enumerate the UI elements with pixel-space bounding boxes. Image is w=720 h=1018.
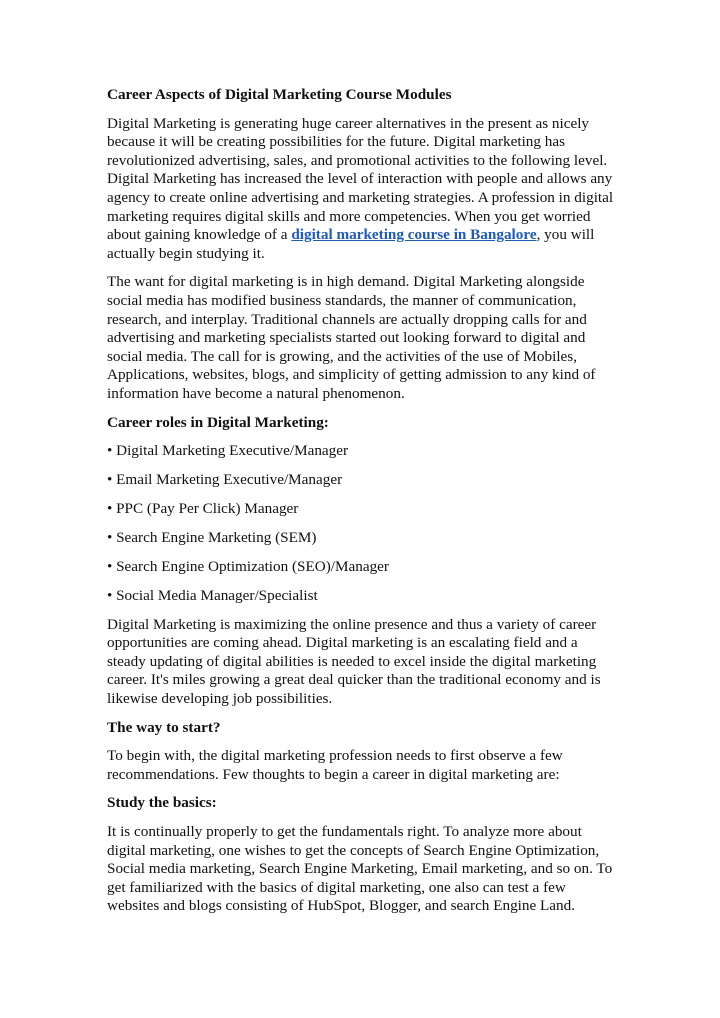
list-item: • Email Marketing Executive/Manager [107,471,343,489]
list-item: • PPC (Pay Per Click) Manager [107,500,299,518]
list-item: • Digital Marketing Executive/Manager [107,442,349,460]
intro-paragraph [107,115,619,264]
basics-heading: Study the basics: [107,794,217,812]
intro-text-before-link: Digital Marketing is generating huge career alternatives in the present as nicely because it will be creating possibilities for the future. Digital marketing has revolutionized advertising, sales, and promotional activities to the following level. Digital Marketing has increased the level of interaction with people and allows any agency to create online advertising and marketing strategies. A profession in digital marketing requires digital skills and more competencies. When you get worried about gaining knowledge of a [107,114,614,244]
start-heading: The way to start? [107,718,221,736]
roles-list [107,442,619,606]
demand-paragraph: The want for digital marketing is in high demand. Digital Marketing alongside social media has modified business standards, the manner of communication, research, and interplay. Traditional channels are actually dropping calls for and advertising and marketing specialists started out looking forward to digital and social media. The call for is growing, and the activities of the use of Mobiles, Applications, websites, blogs, and simplicity of getting admission to any kind of information have become a natural phenomenon. [107,273,596,402]
list-item: • Social Media Manager/Specialist [107,587,318,605]
intro-text-after-link: , you will actually begin studying it. [107,226,595,262]
roles-heading: Career roles in Digital Marketing: [107,413,329,431]
document-page [107,86,619,926]
opportunities-paragraph: Digital Marketing is maximizing the online presence and thus a variety of career opportunities are coming ahead. Digital marketing is an escalating field and a steady updating of digital abilities is needed to excel inside the digital marketing career. It's miles growing a great deal quicker than the traditional economy and is likewise developing job possibilities. [107,615,601,707]
list-item: • Search Engine Optimization (SEO)/Manager [107,558,389,576]
basics-paragraph: It is continually properly to get the fundamentals right. To analyze more about digital marketing, one wishes to get the concepts of Search Engine Optimization, Social media marketing, Search Engine Marketing, Email marketing, and so on. To get familiarized with the basics of digital marketing, one also can test a few websites and blogs consisting of HubSpot, Blogger, and search Engine Land. [107,822,613,915]
course-link[interactable]: digital marketing course in Bangalore [291,226,537,244]
list-item: • Search Engine Marketing (SEM) [107,529,317,547]
start-paragraph: To begin with, the digital marketing profession needs to first observe a few recommendations. Few thoughts to begin a career in digital marketing are: [107,747,563,783]
document-title: Career Aspects of Digital Marketing Course Modules [107,86,452,103]
